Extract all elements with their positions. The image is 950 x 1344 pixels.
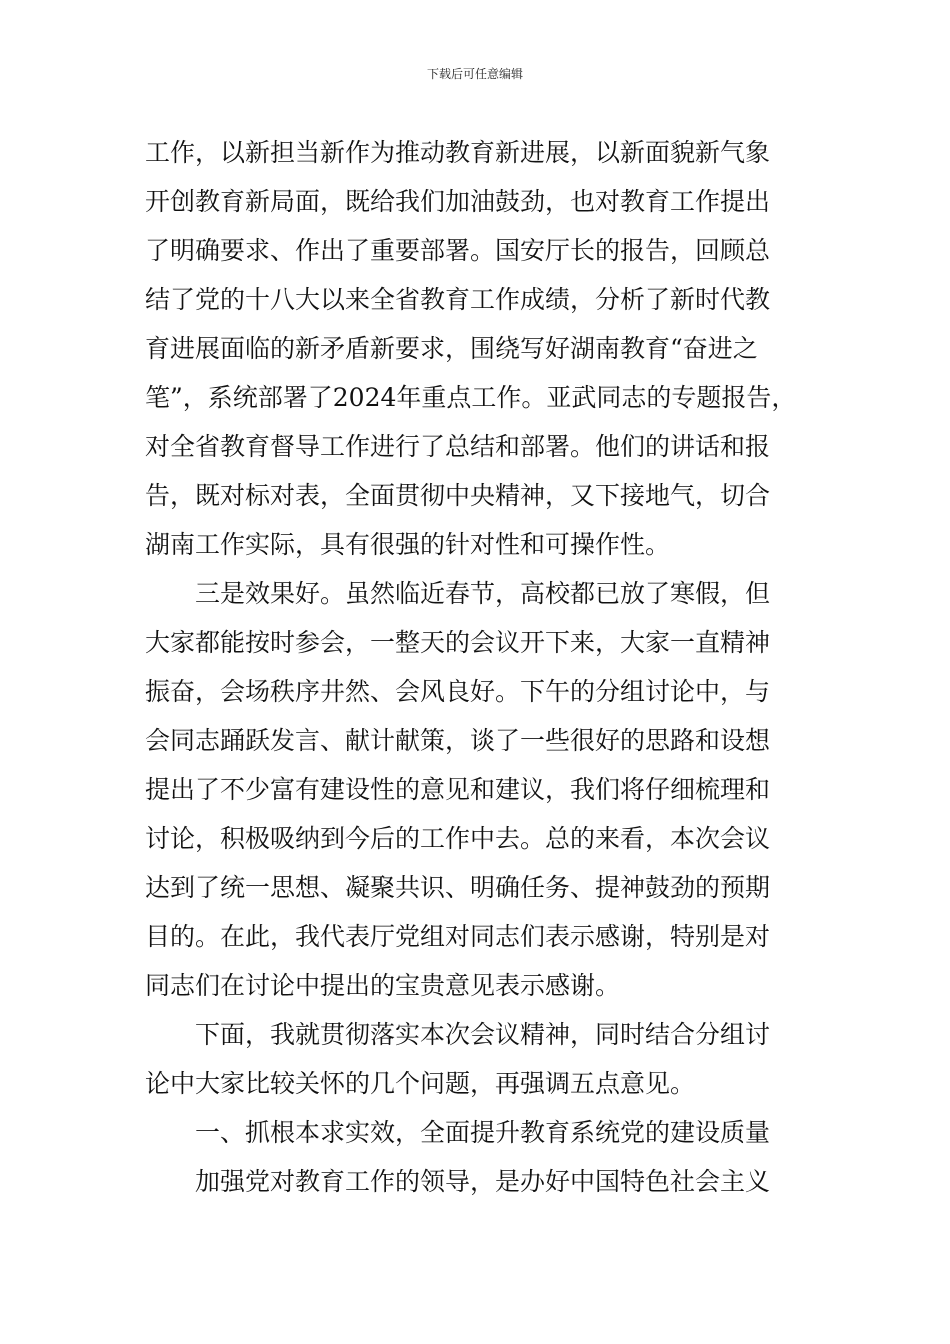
header-note: 下载后可任意编辑 — [426, 67, 523, 81]
text-line: 达到了统一思想、凝聚共识、明确任务、提神鼓劲的预期 — [145, 873, 771, 902]
text-line: 振奋，会场秩序井然、会风良好。下午的分组讨论中，与 — [145, 677, 771, 706]
text-line: 开创教育新局面，既给我们加油鼓劲，也对教育工作提出 — [145, 187, 771, 216]
text-line: 结了党的十八大以来全省教育工作成绩，分析了新时代教 — [145, 285, 771, 314]
section-heading: 一、抓根本求实效，全面提升教育系统党的建设质量 — [195, 1118, 771, 1147]
text-line: 育进展面临的新矛盾新要求，围绕写好湖南教育“奋进之 — [145, 334, 758, 363]
text-line: 同志们在讨论中提出的宝贵意见表示感谢。 — [145, 971, 621, 1000]
paragraph-first-line: 三是效果好。虽然临近春节，高校都已放了寒假，但 — [195, 579, 771, 608]
text-line: 告，既对标对表，全面贯彻中央精神，又下接地气，切合 — [145, 481, 771, 510]
paragraph-first-line: 下面，我就贯彻落实本次会议精神，同时结合分组讨 — [195, 1020, 771, 1049]
text-line: 对全省教育督导工作进行了总结和部署。他们的讲话和报 — [145, 432, 771, 461]
text-line: 讨论，积极吸纳到今后的工作中去。总的来看，本次会议 — [145, 824, 771, 853]
text-line: 工作，以新担当新作为推动教育新进展，以新面貌新气象 — [145, 138, 771, 167]
document-body — [145, 128, 817, 1206]
text-line: 大家都能按时参会，一整天的会议开下来，大家一直精神 — [145, 628, 771, 657]
text-line: 了明确要求、作出了重要部署。国安厅长的报告，回顾总 — [145, 236, 771, 265]
text-line: 目的。在此，我代表厅党组对同志们表示感谢，特别是对 — [145, 922, 771, 951]
text-line: 论中大家比较关怀的几个问题，再强调五点意见。 — [145, 1069, 696, 1098]
text-line: 笔”，系统部署了2024年重点工作。亚武同志的专题报告， — [145, 383, 797, 412]
text-line: 湖南工作实际，具有很强的针对性和可操作性。 — [145, 530, 671, 559]
paragraph-first-line: 加强党对教育工作的领导，是办好中国特色社会主义 — [195, 1167, 771, 1196]
text-line: 会同志踊跃发言、献计献策，谈了一些很好的思路和设想 — [145, 726, 771, 755]
text-line: 提出了不少富有建设性的意见和建议，我们将仔细梳理和 — [145, 775, 771, 804]
